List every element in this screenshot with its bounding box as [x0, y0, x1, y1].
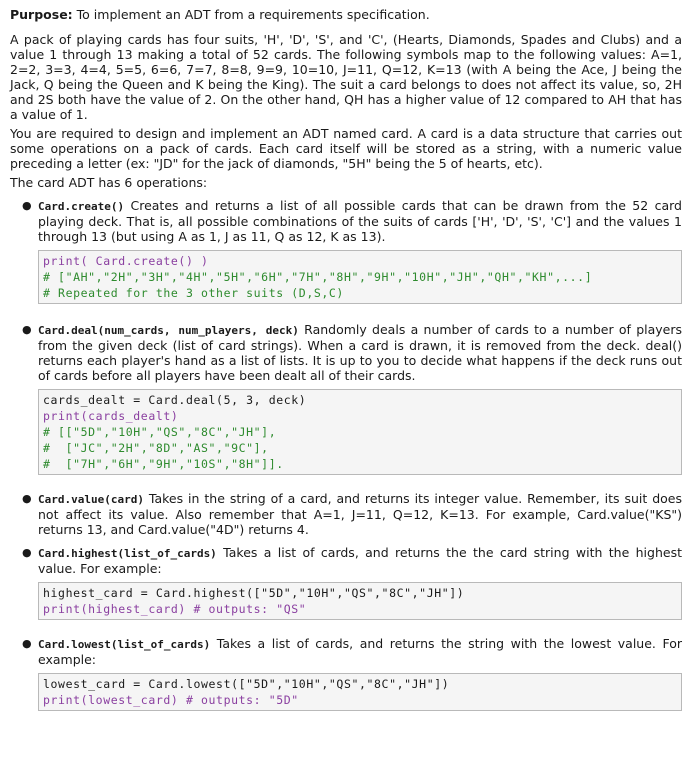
operation-signature: Card.value(card)	[38, 493, 144, 506]
operation-description: Takes in the string of a card, and returns its integer value. Remember, its suit does not affect its value. Also remember that A=1, J=11, Q=12, K=13. For example, Card.value("KS") returns 13, and Card.value("4D") returns 4.	[38, 491, 682, 537]
operation-description: Randomly deals a number of cards to a number of players from the given deck (list of card strings). When a card is drawn, it is removed from the deck. deal() returns each player's hand as a list of lists. It is up to you to decide what happens if the deck runs out of cards before all players have been dealt all of their cards.	[38, 322, 683, 383]
purpose-line	[10, 7, 682, 22]
operation-deal	[10, 322, 682, 383]
code-block-highest	[38, 582, 682, 620]
code-line	[43, 456, 677, 472]
code-block-lowest	[38, 673, 682, 711]
code-line	[43, 440, 677, 456]
code-line	[43, 601, 677, 617]
bullet-icon: ●	[22, 637, 32, 650]
code-line-1: print(lowest_card) # outputs: "5D"	[43, 693, 299, 707]
code-line-1: # ["AH","2H","3H","4H","5H","6H","7H","8H","9H","10H","JH","QH","KH",...]	[43, 270, 593, 284]
code-line-0: highest_card = Card.highest(["5D","10H","QS","8C","JH"])	[43, 586, 465, 600]
code-line	[43, 392, 677, 408]
code-line	[43, 408, 677, 424]
purpose-text: To implement an ADT from a requirements specification.	[72, 7, 430, 22]
operation-description: Takes a list of cards, and returns the the card string with the highest value. For example:	[38, 545, 682, 576]
operation-signature: Card.create()	[38, 200, 125, 213]
operation-highest	[10, 545, 682, 576]
code-line	[43, 676, 677, 692]
operation-description: Takes a list of cards, and returns the string with the lowest value. For example:	[38, 636, 682, 667]
code-line	[43, 692, 677, 708]
code-block-deal	[38, 389, 682, 475]
code-line	[43, 269, 677, 285]
operation-signature: Card.deal(num_cards, num_players, deck)	[38, 324, 299, 337]
operation-signature: Card.highest(list_of_cards)	[38, 547, 217, 560]
operation-lowest	[10, 636, 682, 667]
code-line-2: # Repeated for the 3 other suits (D,S,C)	[43, 286, 344, 300]
bullet-icon: ●	[22, 546, 32, 559]
code-line	[43, 253, 677, 269]
code-line	[43, 424, 677, 440]
code-block-create	[38, 250, 682, 304]
code-line-0: cards_dealt = Card.deal(5, 3, deck)	[43, 393, 307, 407]
code-line-0: lowest_card = Card.lowest(["5D","10H","QS","8C","JH"])	[43, 677, 450, 691]
operation-description: Creates and returns a list of all possible cards that can be drawn from the 52 card playing deck. That is, all possible combinations of the suits of cards ['H', 'D', 'S', 'C'] and the values 1 through 13 (but using A as 1, J as 11, Q as 12, K as 13).	[38, 198, 682, 244]
code-line	[43, 285, 677, 301]
code-line-4: # ["7H","6H","9H","10S","8H"]].	[43, 457, 284, 471]
code-line-1: print(cards_dealt)	[43, 409, 179, 423]
operation-create	[10, 198, 682, 244]
intro-paragraph-2: You are required to design and implement an ADT named card. A card is a data structure that carries out some operations on a pack of cards. Each card itself will be stored as a string, with a numeric value preceding a letter (ex: "JD" for the jack of diamonds, "5H" being the 5 of hearts, etc).	[10, 126, 682, 171]
bullet-icon: ●	[22, 323, 32, 336]
operation-value	[10, 491, 682, 537]
intro-paragraph-3: The card ADT has 6 operations:	[10, 175, 208, 190]
bullet-icon: ●	[22, 492, 32, 505]
code-line-2: # [["5D","10H","QS","8C","JH"],	[43, 425, 277, 439]
bullet-icon: ●	[22, 199, 32, 212]
purpose-label: Purpose:	[10, 7, 73, 22]
operation-signature: Card.lowest(list_of_cards)	[38, 638, 211, 651]
code-line-0: print( Card.create() )	[43, 254, 209, 268]
intro-paragraph-1: A pack of playing cards has four suits, 'H', 'D', 'S', and 'C', (Hearts, Diamonds, Spades and Clubs) and a value 1 through 13 making a total of 52 cards. The following symbols map to the following values: A=1, 2=2, 3=3, 4=4, 5=5, 6=6, 7=7, 8=8, 9=9, 10=10, J=11, Q=12, K=13 (with A being the Ace, J being the Jack, Q being the Queen and K being the King). The suit a card belongs to does not affect its value, so, 2H and 2S both have the value of 2. On the other hand, QH has a higher value of 12 compared to AH that has a value of 1.	[10, 32, 682, 122]
code-line-1: print(highest_card) # outputs: "QS"	[43, 602, 307, 616]
code-line	[43, 585, 677, 601]
code-line-3: # ["JC","2H","8D","AS","9C"],	[43, 441, 269, 455]
